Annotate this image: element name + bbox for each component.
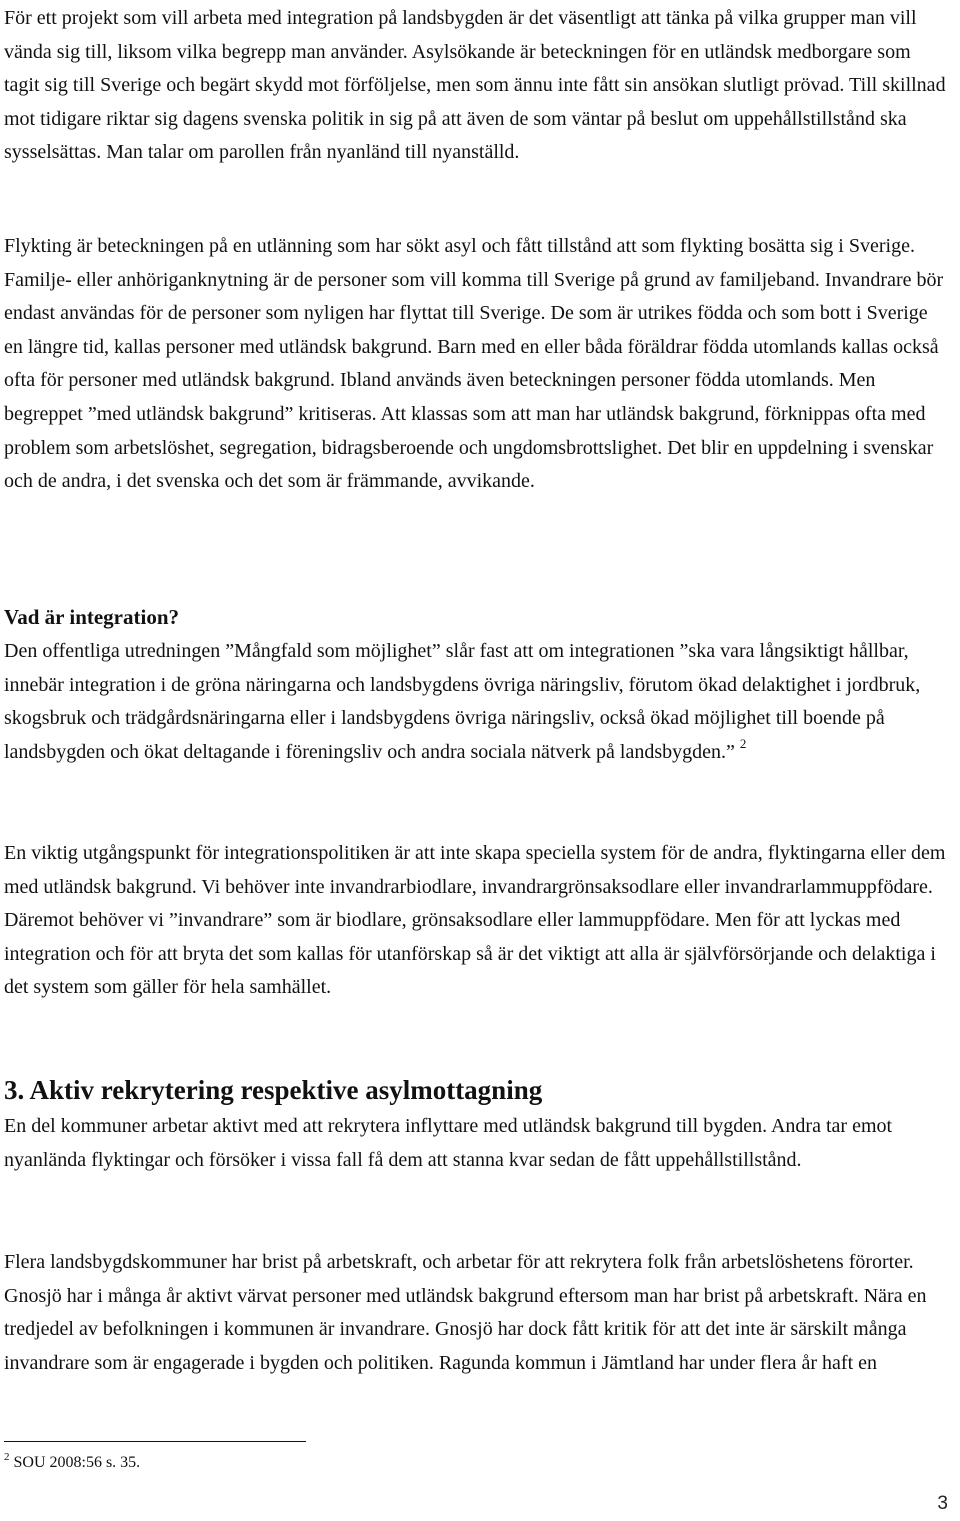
section-heading: 3. Aktiv rekrytering respektive asylmottagning [4, 1075, 543, 1105]
paragraph-labour-shortage: Flera landsbygdskommuner har brist på arbetskraft, och arbetar för att rekrytera folk från arbetslöshetens förorter. Gnosjö har i många år aktivt värvat personer med utländsk bakgrund eftersom man har brist på arbetskraft. Nära en tredjedel av befolkningen i kommunen är invandrare. Gnosjö har dock fått kritik för att det inte är särskilt många invandrare som är engagerade i bygden och politiken. Ragunda kommun i Jämtland har under flera år haft en [4, 1251, 927, 1374]
paragraph-integration-policy: En viktig utgångspunkt för integrationspolitiken är att inte skapa speciella system för de andra, flyktingarna eller dem med utländsk bakgrund. Vi behöver inte invandrarbiodlare, invandrargrönsaksodlare eller invandrarlammuppfödare. Däremot behöver vi ”invandrare” som är biodlare, grönsaksodlare eller lammuppfödare. Men för att lyckas med integration och för att bryta det som kallas för utanförskap så är det viktigt att alla är självförsörjande och delaktiga i det system som gäller för hela samhället. [4, 842, 946, 999]
footnote-number: 2 [4, 1451, 10, 1463]
footnote-text: SOU 2008:56 s. 35. [13, 1454, 141, 1471]
footnote [4, 1452, 140, 1474]
paragraph-municipalities: En del kommuner arbetar aktivt med att rekrytera inflyttare med utländsk bakgrund till bygden. Andra tar emot nyanlända flyktingar och försöker i vissa fall få dem att stanna kvar sedan de fått uppehållstillstånd. [4, 1115, 893, 1171]
paragraph-refugee-definition: Flykting är beteckningen på en utlänning som har sökt asyl och fått tillstånd att som flykting bosätta sig i Sverige. Familje- eller anhöriganknytning är de personer som vill komma till Sverige på grund av familjeband. Invandrare bör endast användas för de personer som nyligen har flyttat till Sverige. De som är utrikes födda och som bott i Sverige en längre tid, kallas personer med utländsk bakgrund. Barn med en eller båda föräldrar födda utomlands kallas också ofta för personer med utländsk bakgrund. Ibland används även beteckningen personer födda utomlands. Men begreppet ”med utländsk bakgrund” kritiseras. Att klassas som att man har utländsk bakgrund, förknippas ofta med problem som arbetslöshet, segregation, bidragsberoende och ungdomsbrottslighet. Det blir en uppdelning i svenskar och de andra, i det svenska och det som är främmande, avvikande. [4, 235, 944, 493]
paragraph-integration-quote-text: Den offentliga utredningen ”Mångfald som möjlighet” slår fast att om integrationen ”ska vara långsiktigt hållbar, innebär integration i de gröna näringarna och landsbygdens övriga näringsliv, förutom ökad delaktighet i jordbruk, skogsbruk och trädgårdsnäringarna eller i landsbygdens övriga näringsliv, också ökad möjlighet till boende på landsbygden och ökat deltagande i föreningsliv och andra sociala nätverk på landsbygden.” [4, 640, 921, 763]
footnote-divider [4, 1441, 306, 1442]
paragraph-asylum-definition: För ett projekt som vill arbeta med integration på landsbygden är det väsentligt att tänka på vilka grupper man vill vända sig till, liksom vilka begrepp man använder. Asylsökande är beteckningen för en utländsk medborgare som tagit sig till Sverige och begärt skydd mot förföljelse, men som ännu inte fått sin ansökan slutligt prövad. Till skillnad mot tidigare riktar sig dagens svenska politik in sig på att även de som väntar på beslut om uppehållstillstånd ska sysselsättas. Man talar om parollen från nyanländ till nyanställd. [4, 7, 946, 164]
subheading-what-is-integration: Vad är integration? [4, 605, 180, 629]
paragraph-integration-quote [4, 635, 950, 769]
page-number: 3 [937, 1493, 948, 1514]
footnote-reference[interactable]: 2 [739, 735, 747, 751]
